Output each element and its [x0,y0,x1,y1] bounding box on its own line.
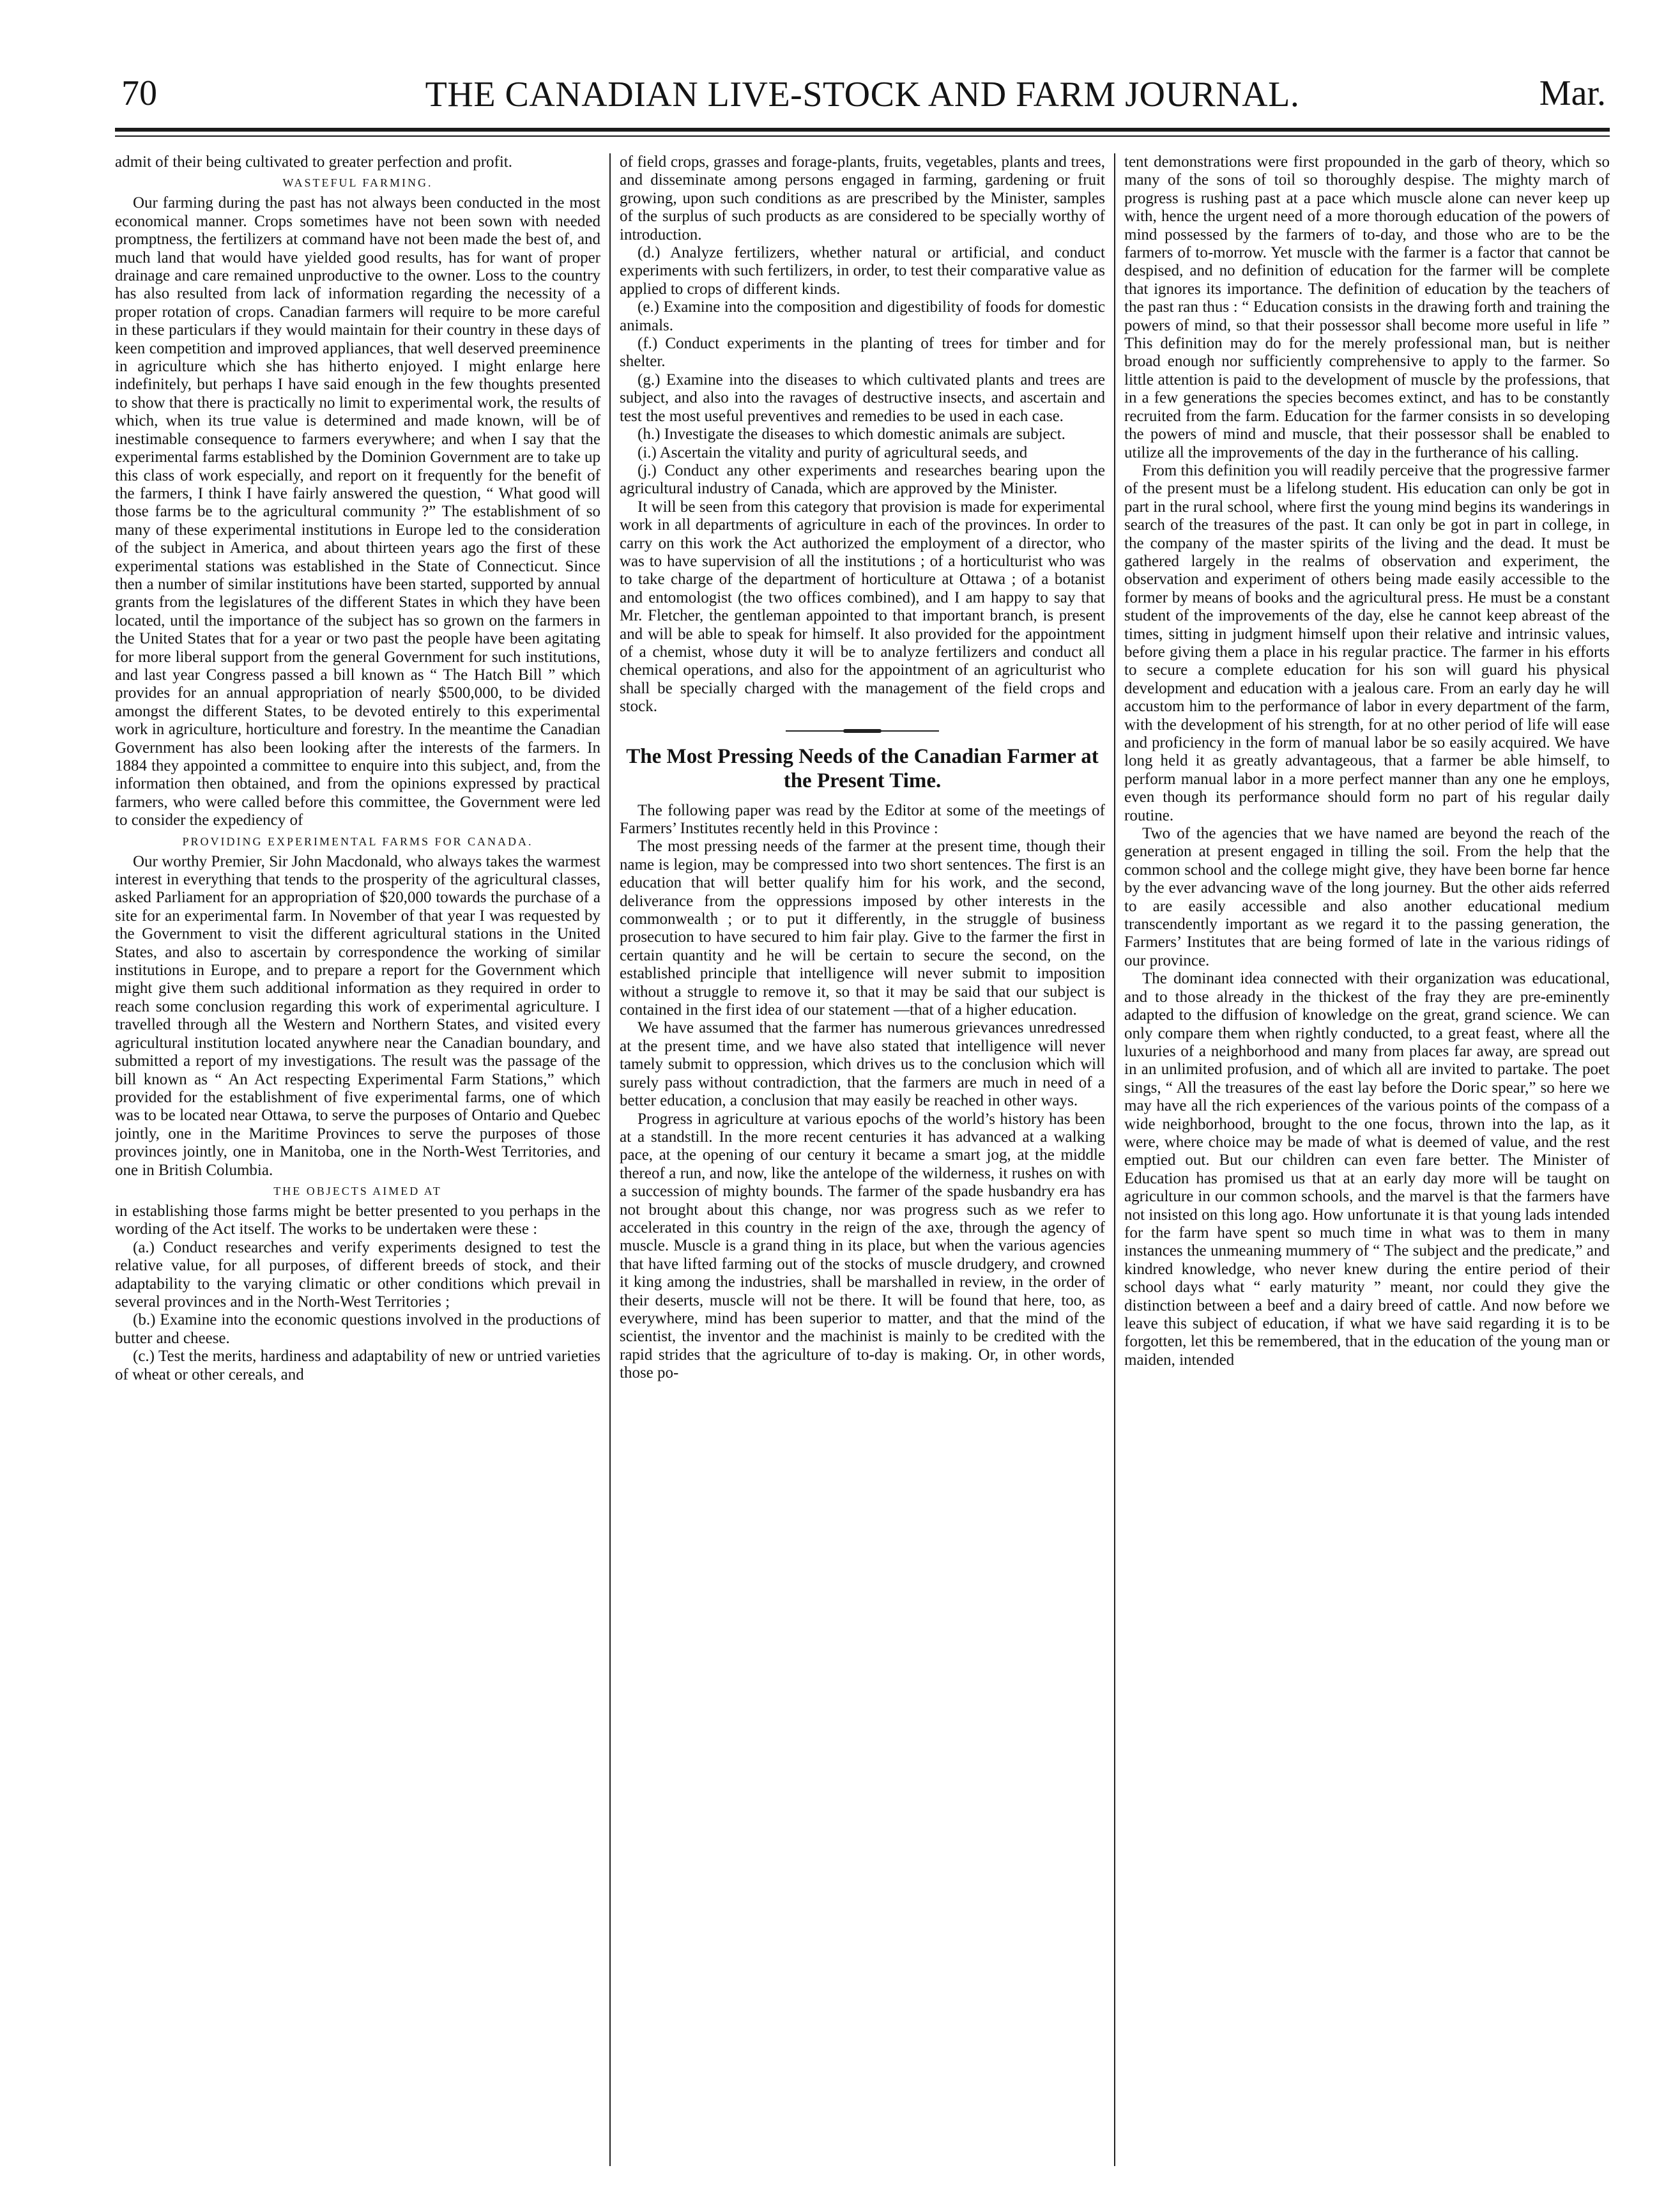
journal-title: THE CANADIAN LIVE-STOCK AND FARM JOURNAL. [425,75,1300,114]
paragraph: of field crops, grasses and forage-plants, fruits, vegetables, plants and trees, and disseminate among persons engaged in farming, gardening or fruit growing, upon such conditions as are prescribed by the Minister, samples of the surplus of such products as are considered to be specially worthy of introduction. [620,153,1105,243]
paragraph: Progress in agriculture at various epochs of the world’s history has been at a standstill. In the more recent centuries it has advanced at a walking pace, at the opening of our century it became a smart jog, at the middle thereof a run, and now, like the antelope of the wilderness, it rushes on with a succession of mighty bounds. The farmer of the spade husbandry era has not brought about this change, nor was progress such as we refer to accelerated in this country in the reign of the axe, through the agency of muscle. Muscle is a grand thing in its place, but when the various agencies that have lifted farming out of the stocks of muscle drudgery, and crowned it king among the industries, shall be marshalled in review, in the order of their deserts, muscle will not be there. It will be found that here, too, as everywhere, mind has been superior to matter, and that the mind of the scientist, the inventor and the machinist is mainly to be credited with the rapid strides that the agriculture of to-day is making. Or, in other words, those po- [620,1110,1105,1382]
paragraph: (a.) Conduct researches and verify experiments designed to test the relative value, for all purposes, of different breeds of stock, and their adaptability to the varying climatic or other conditions which prevail in several provinces and in the North-West Territories ; [115,1238,600,1311]
paragraph: Two of the agencies that we have named are beyond the reach of the generation at present engaged in tilling the soil. From the help that the common school and the college might give, they have been borne far hence by the ever advancing wave of the long journey. But the other aids referred to are easily accessible and also another educational medium transcendently important as we regard it to the passing generation, the Farmers’ Institutes that are being formed of late in the various ridings of our province. [1124,825,1610,969]
paragraph: Our worthy Premier, Sir John Macdonald, who always takes the warmest interest in everything that tends to the prosperity of the agricultural classes, asked Parliament for an appropriation of $20,000 towards the purchase of a site for an experimental farm. In November of that year I was requested by the Government to visit the different agricultural stations in the United States, and also to ascertain by correspondence the working of similar institutions in Europe, and to prepare a report for the Government which might give them such additional information as they required in order to reach some conclusion regarding this work of experimental agriculture. I travelled through all the Western and Northern States, and visited every agricultural institution located anywhere near the Canadian boundary, and submitted a report of my investigations. The result was the passage of the bill known as “ An Act respecting Experimental Farm Stations,” which provided for the establishment of five experimental farms, one of which was to be located near Ottawa, to serve the purposes of Ontario and Quebec jointly, one in the Maritime Provinces to serve the purposes of those provinces jointly, one in Manitoba, one in the North-West Territories, and one in British Columbia. [115,852,600,1179]
paragraph: admit of their being cultivated to greater perfection and profit. [115,153,512,171]
paragraph: Our farming during the past has not always been conducted in the most economical manner. Crops sometimes have not been sown with needed promptness, the fertilizers at command have not been made the best of, and much land that would have yielded good results, has for want of proper drainage and care remained unproductive to the owner. Loss to the country has also resulted from lack of information regarding the necessity of a proper rotation of crops. Canadian farmers will require to be more careful in these particulars if they would maintain for their country in these days of keen competition and improved appliances, that well deserved preeminence in agriculture which she has hitherto enjoyed. I might enlarge here indefinitely, but perhaps I have said enough in the few thoughts presented to show that there is practically no limit to experimental work, the results of which, when its true value is determined and made known, will be of inestimable consequence to farmers everywhere; and when I say that the experimental farms established by the Dominion Government are to take up this class of work especially, and report on it frequently for the benefit of the farmers, I think I have fairly answered the question, “ What good will those farms be to the agricultural community ?” The establishment of so many of these experimental institutions in Europe led to the consideration of the subject in America, and about thirteen years ago the first of these experimental stations was established in the State of Connecticut. Since then a number of similar institutions have been started, supported by annual grants from the legislatures of the different States in which they have been located, until the importance of the subject has so grown on the farmers in the United States that for a year or two past the people have been agitating for more liberal support from the general Government for such institutions, and last year Congress passed a bill known as “ The Hatch Bill ” which provides for an annual appropriation of nearly $500,000, to be divided amongst the different States, to be devoted entirely to this experimental work in agriculture, horticulture and forestry. In the meantime the Canadian Government has also been looking after the interests of the farmers. In 1884 they appointed a committee to enquire into this subject, and, from the information then obtained, and from the opinions expressed by practical farmers, who were called before this committee, the Government were led to consider the expediency of [115,194,600,829]
column-3 [1124,153,1610,2166]
paragraph: The following paper was read by the Editor at some of the meetings of Farmers’ Institutes recently held in this Province : [620,801,1105,837]
issue-month: Mar. [1539,73,1606,113]
paragraph: (e.) Examine into the composition and digestibility of foods for domestic animals. [620,298,1105,334]
paragraph: We have assumed that the farmer has numerous grievances unredressed at the present time, and we have also stated that intelligence will never tamely submit to oppression, which drives us to the conclusion which will surely pass without contradiction, that the farmers are much in need of a better education, a conclusion that may easily be reached in other ways. [620,1019,1105,1110]
paragraph: tent demonstrations were first propounded in the garb of theory, which so many of the sons of toil so thoroughly despise. The mighty march of progress is rushing past at a pace which muscle alone can never keep up with, hence the urgent need of a more thorough education of the powers of mind possessed by the farmers of to-day, and those who are to be the farmers of to-morrow. Yet muscle with the farmer is a factor that cannot be despised, and no definition of education for the farmer will be complete that ignores its importance. The definition of education by the teachers of the past ran thus : “ Education consists in the drawing forth and training the powers of mind, so that their possessor shall become more useful in life ” This definition may do for the merely professional man, but is neither broad enough nor sufficiently comprehensive to apply to the farmer. So little attention is paid to the development of muscle by the professions, that in a few generations the species becomes extinct, and has to be constantly recruited from the farm. Education for the farmer consists in so developing the powers of mind and muscle, that their possessor shall be enabled to utilize all the improvements of the day in the furtherance of his calling. [1124,153,1610,461]
paragraph: (i.) Ascertain the vitality and purity of agricultural seeds, and [638,443,1028,461]
page-number: 70 [121,73,157,113]
column-divider [1114,153,1115,2166]
section-heading: WASTEFUL FARMING. [282,176,433,190]
paragraph: The dominant idea connected with their organization was educational, and to those already in the thickest of the fray they are pre-eminently adapted to the diffusion of knowledge on the great, grand science. We can only compare them when rightly conducted, to a great feast, where all the luxuries of a neighborhood and many from places far away, are spread out in an unlimited profusion, and of which all are invited to partake. The poet sings, “ All the treasures of the east lay before the Doric spear,” so here we may have all the rich experiences of the various points of the compass of a wide neighborhood, brought to the one focus, thrown into the lap, as it were, where choice may be made of what is deemed of value, and the rest emptied out. But our children can even fare better. The Minister of Education has promised us that at an early day more will be taught on agriculture in our common schools, and the marvel is that the farmers have not insisted on this long ago. How unfortunate it is that young lads intended for the farm have spent so much time in what was to them in many instances the unmeaning mummery of “ The subject and the predicate,” and kindred knowledge, who never knew during the entire period of their school days what “ early maturity ” meant, nor could they give the distinction between a beef and a dairy breed of cattle. And now before we leave this subject of education, if what we have said regarding it is to be forgotten, let this be remembered, that in the education of the young man or maiden, intended [1124,970,1610,1369]
paragraph: (c.) Test the merits, hardiness and adaptability of new or untried varieties of wheat or other cereals, and [115,1348,600,1383]
text-columns [115,153,1610,2166]
paragraph: (b.) Examine into the economic questions involved in the productions of butter and cheese. [115,1311,600,1347]
column-divider [609,153,611,2166]
paragraph: (g.) Examine into the diseases to which cultivated plants and trees are subject, and also into the ravages of destructive insects, and ascertain and test the most useful preventives and remedies to be used in each case. [620,371,1105,425]
section-separator [786,729,939,733]
paragraph: in establishing those farms might be better presented to you perhaps in the wording of the Act itself. The works to be undertaken were these : [115,1202,600,1238]
header-rule-thin [115,135,1610,137]
journal-page [115,64,1610,2172]
paragraph: The most pressing needs of the farmer at the present time, though their name is legion, may be compressed into two short sentences. The first is an education that will better qualify him for his work, and the second, deliverance from the oppressions imposed by other interests in the commonwealth ; or to put it differently, in the struggle of business prosecution to have secured to him fair play. Give to the farmer the first in certain quantity and he will be certain to secure the second, on the established principle that intelligence will never submit to imposition without a struggle to remove it, so that it may be said that our subject is contained in the first idea of our statement —that of a higher education. [620,838,1105,1019]
column-1 [115,153,600,2166]
paragraph: (j.) Conduct any other experiments and researches bearing upon the agricultural industry of Canada, which are approved by the Minister. [620,461,1105,498]
paragraph: (f.) Conduct experiments in the planting of trees for timber and for shelter. [620,335,1105,371]
page-header [115,64,1610,125]
section-heading: THE OBJECTS AIMED AT [273,1184,442,1197]
column-2 [620,153,1105,2166]
header-rule-thick [115,128,1610,132]
paragraph: (h.) Investigate the diseases to which domestic animals are subject. [638,426,1065,443]
paragraph: (d.) Analyze fertilizers, whether natural or artificial, and conduct experiments with such fertilizers, in order, to test their comparative value as applied to crops of different kinds. [620,244,1105,298]
article-title: The Most Pressing Needs of the Canadian Farmer at the Present Time. [626,744,1099,792]
paragraph: It will be seen from this category that provision is made for experimental work in all departments of agriculture in each of the provinces. In order to carry on this work the Act authorized the employment of a director, who was to have supervision of all the institutions ; of a horticulturist who was to take charge of the department of horticulture at Ottawa ; of a botanist and entomologist (the two offices combined), and I am happy to say that Mr. Fletcher, the gentleman appointed to that important branch, is present and will be able to speak for himself. It also provided for the appointment of a chemist, whose duty it will be to analyze fertilizers and conduct all chemical operations, and also for the appointment of an agriculturist who shall be specially charged with the management of the field crops and stock. [620,498,1105,716]
section-heading: PROVIDING EXPERIMENTAL FARMS FOR CANADA. [182,834,533,848]
paragraph: From this definition you will readily perceive that the progressive farmer of the present must be a lifelong student. His education can only be got in part in the rural school, where first the young mind begins its wanderings in search of the treasures of the past. It can only be got in part in college, in the company of the master spirits of the living and the dead. It must be gathered largely in the realms of observation and experiment, the observation and experiment of others being made easily accessible to the former by means of books and the agricultural press. He must be a constant student of the improvements of the day, else he cannot keep abreast of the times, sitting in judgment himself upon their relative and intrinsic values, before giving them a place in his regular practice. The farmer in his efforts to secure a complete education for his son will guard his physical development and education with a jealous care. From an early day he will accustom him to the performance of labor in every department of the farm, with the development of his strength, for at no other period of life will ease and proficiency in the form of manual labor be so easily acquired. We have long held it as greatly advantageous, that a farmer be able himself, to perform manual labor in a more perfect manner than any one he employs, even though its performance should form no part of his regular daily routine. [1124,461,1610,824]
